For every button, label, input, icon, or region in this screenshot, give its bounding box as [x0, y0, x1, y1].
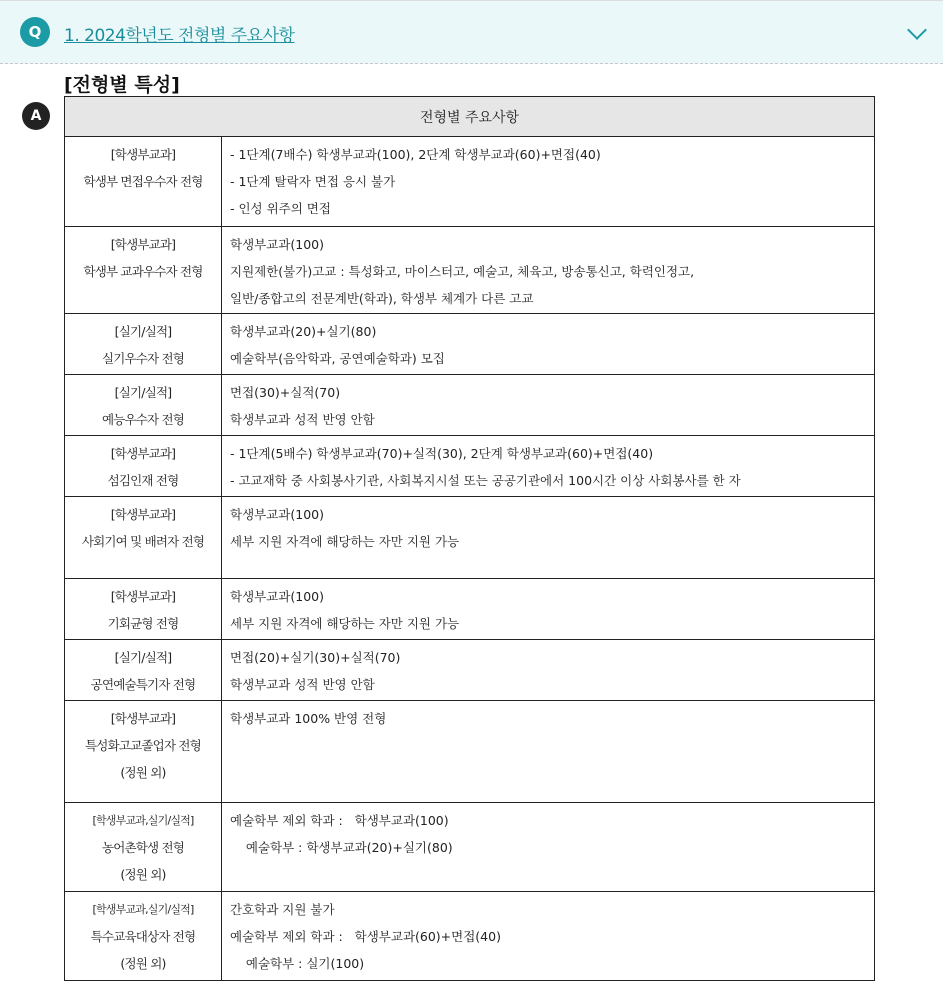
detail-line: 면접(30)+실적(70): [230, 385, 341, 400]
admission-type-line: 공연예술특기자 전형: [90, 677, 196, 692]
detail-line: 학생부교과(100): [230, 237, 324, 252]
table-row: [65, 436, 875, 497]
details-cell: [222, 137, 875, 227]
admission-type-line: 실기우수자 전형: [101, 351, 185, 366]
detail-line: 예술학부 제외 학과 : 학생부교과(60)+면접(40): [230, 929, 501, 944]
detail-line: 학생부교과(100): [230, 507, 324, 522]
detail-line: 면접(20)+실기(30)+실적(70): [230, 650, 401, 665]
admission-type-line: 섬김인재 전형: [107, 473, 179, 488]
admission-type-line: [실기/실적]: [114, 385, 172, 400]
admission-table: [64, 96, 875, 981]
detail-line: - 인성 위주의 면접: [230, 201, 331, 216]
admission-type-cell: [65, 701, 222, 803]
admission-type-line: [학생부교과]: [110, 147, 176, 162]
admission-type-cell: [65, 314, 222, 375]
admission-type-cell: [65, 436, 222, 497]
admission-type-line: [학생부교과]: [110, 446, 176, 461]
detail-line: 학생부교과 100% 반영 전형: [230, 711, 387, 726]
admission-type-line: [실기/실적]: [114, 324, 172, 339]
detail-line: 일반/종합고의 전문계반(학과), 학생부 체계가 다른 고교: [230, 291, 534, 306]
details-cell: [222, 640, 875, 701]
section-title: [전형별 특성]: [64, 74, 180, 96]
admission-type-line: 농어촌학생 전형: [101, 840, 185, 855]
admission-type-line: (정원 외): [120, 956, 166, 971]
admission-type-cell: [65, 579, 222, 640]
detail-line: 학생부교과 성적 반영 안함: [230, 412, 375, 427]
admission-type-line: [학생부교과,실기/실적]: [92, 814, 194, 827]
question-title-link[interactable]: 1. 2024학년도 전형별 주요사항: [64, 26, 295, 46]
table-row: [65, 137, 875, 227]
admission-type-line: [학생부교과]: [110, 589, 176, 604]
details-cell: [222, 701, 875, 803]
details-cell: [222, 579, 875, 640]
detail-line: 세부 지원 자격에 해당하는 자만 지원 가능: [230, 616, 460, 631]
admission-type-line: [실기/실적]: [114, 650, 172, 665]
admission-type-line: 사회기여 및 배려자 전형: [81, 534, 205, 549]
details-cell: [222, 892, 875, 981]
admission-type-line: [학생부교과]: [110, 711, 176, 726]
details-cell: [222, 497, 875, 579]
admission-type-line: 기회균형 전형: [107, 616, 179, 631]
admission-type-line: (정원 외): [120, 867, 166, 882]
admission-type-cell: [65, 892, 222, 981]
details-cell: [222, 227, 875, 314]
detail-line: 예술학부 : 학생부교과(20)+실기(80): [230, 840, 453, 855]
admission-type-cell: [65, 137, 222, 227]
admission-type-line: [학생부교과]: [110, 507, 176, 522]
table-row: [65, 314, 875, 375]
answer-badge: A: [22, 102, 50, 130]
admission-type-cell: [65, 375, 222, 436]
admission-type-line: 예능우수자 전형: [101, 412, 185, 427]
chevron-down-icon[interactable]: [907, 20, 927, 40]
admission-type-line: 특성화고교졸업자 전형: [85, 738, 201, 753]
details-cell: [222, 314, 875, 375]
detail-line: - 1단계 탈락자 면접 응시 불가: [230, 174, 396, 189]
admission-type-line: 학생부 교과우수자 전형: [83, 264, 203, 279]
table-row: [65, 375, 875, 436]
details-cell: [222, 803, 875, 892]
detail-line: 예술학부 : 실기(100): [230, 956, 365, 971]
detail-line: 예술학부(음악학과, 공연예술학과) 모집: [230, 351, 445, 366]
table-row: [65, 227, 875, 314]
detail-line: - 고교재학 중 사회봉사기관, 사회복지시설 또는 공공기관에서 100시간 이상 사회봉사를 한 자: [230, 473, 741, 488]
admission-type-cell: [65, 497, 222, 579]
question-header[interactable]: [0, 0, 943, 64]
admission-type-cell: [65, 640, 222, 701]
table-row: [65, 892, 875, 981]
detail-line: 학생부교과 성적 반영 안함: [230, 677, 375, 692]
table-row: [65, 803, 875, 892]
details-cell: [222, 436, 875, 497]
table-row: [65, 701, 875, 803]
table-header: 전형별 주요사항: [65, 97, 875, 137]
detail-line: 예술학부 제외 학과 : 학생부교과(100): [230, 813, 449, 828]
detail-line: 간호학과 지원 불가: [230, 902, 335, 917]
table-row: [65, 497, 875, 579]
detail-line: - 1단계(7배수) 학생부교과(100), 2단계 학생부교과(60)+면접(40): [230, 147, 601, 162]
detail-line: 학생부교과(20)+실기(80): [230, 324, 377, 339]
admission-type-line: [학생부교과]: [110, 237, 176, 252]
admission-type-line: [학생부교과,실기/실적]: [92, 903, 194, 916]
table-row: [65, 640, 875, 701]
detail-line: 세부 지원 자격에 해당하는 자만 지원 가능: [230, 534, 460, 549]
admission-type-cell: [65, 803, 222, 892]
admission-type-line: (정원 외): [120, 765, 166, 780]
table-row: [65, 579, 875, 640]
admission-type-line: 특수교육대상자 전형: [90, 929, 196, 944]
detail-line: 지원제한(불가)고교 : 특성화고, 마이스터고, 예술고, 체육고, 방송통신고, 학력인정고,: [230, 264, 695, 279]
admission-type-cell: [65, 227, 222, 314]
detail-line: 학생부교과(100): [230, 589, 324, 604]
details-cell: [222, 375, 875, 436]
question-badge: Q: [20, 17, 50, 47]
admission-type-line: 학생부 면접우수자 전형: [83, 174, 203, 189]
detail-line: - 1단계(5배수) 학생부교과(70)+실적(30), 2단계 학생부교과(60)+면접(40): [230, 446, 654, 461]
